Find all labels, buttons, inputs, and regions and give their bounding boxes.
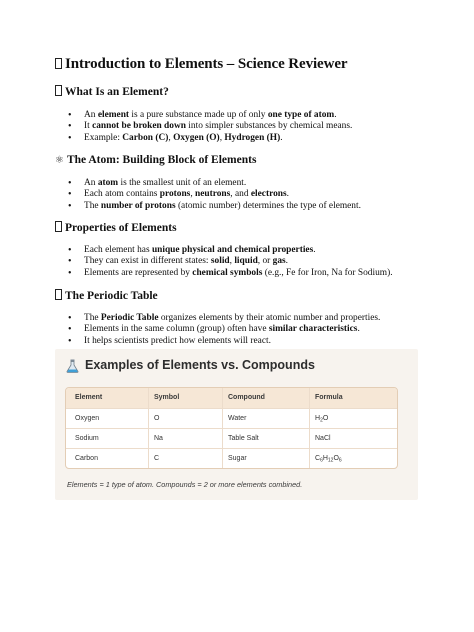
body-text: organizes elements by their atomic number and properties. [158,313,381,323]
formula-symbol: C [315,455,321,462]
card-footnote: Elements = 1 type of atom. Compounds = 2 or more elements combined. [67,480,303,489]
body-text: . [280,132,283,143]
list-item [68,189,361,200]
table-cell-symbol: Na [154,435,163,442]
page-title-text: Introduction to Elements – Science Reviewer [65,56,348,72]
body-text: It helps scientists predict how elements will react. [84,335,271,346]
bold-text: one type of atom [267,110,335,120]
bold-text: Hydrogen (H) [224,132,281,143]
body-text: . [286,189,289,200]
body-text: , [168,132,174,143]
section-heading-text: The Atom: Building Block of Elements [66,154,257,166]
bold-text: liquid [234,256,258,267]
table-cell-formula [315,449,342,469]
formula-symbol: NaCl [315,435,331,442]
column-divider [148,388,149,468]
missing-glyph-icon [55,289,62,300]
list-item [68,268,393,279]
bold-text: element [97,110,130,120]
column-header-compound: Compound [228,394,265,401]
bold-text: Carbon (C) [122,132,169,143]
body-text: , [190,189,196,200]
section-heading-text: What Is an Element? [65,86,169,98]
bold-text: chemical symbols [192,267,263,278]
body-text: Each element has [84,245,152,255]
bold-text: atom [97,178,119,188]
column-divider [222,388,223,468]
section-heading-properties [55,221,177,234]
section-heading-periodic [55,289,158,302]
formula-symbol: H [322,455,328,462]
bullet-list-element [68,110,352,144]
list-item [68,336,380,347]
list-item [68,201,361,212]
formula-symbol: H [315,415,321,422]
formula-symbol: O [322,415,329,422]
column-divider [309,388,310,468]
formula-subscript: 6 [338,457,342,464]
body-text: Each atom contains [84,189,160,200]
body-text: Elements are represented by [84,267,193,278]
list-item [68,178,361,189]
body-text: (e.g., Fe for Iron, Na for Sodium). [262,267,393,278]
formula-subscript: 6 [320,457,323,464]
body-text: , and [230,189,251,200]
bold-text: Oxygen (O) [173,132,220,143]
examples-table [65,387,398,469]
section-heading-element [55,85,169,98]
body-text: An [84,110,98,120]
bold-text: solid [210,256,230,267]
card-title: Examples of Elements vs. Compounds [85,358,315,372]
section-heading-text: The Periodic Table [65,290,158,302]
body-text: is the smallest unit of an element. [118,178,247,188]
column-header-formula: Formula [315,394,343,401]
bold-text: Periodic Table [100,313,159,323]
bullet-list-periodic [68,313,380,347]
bold-text: protons [159,189,191,200]
list-item [68,110,352,121]
missing-glyph-icon [55,221,62,232]
body-text: . [357,324,360,335]
bold-text: number of protons [100,200,176,211]
list-item [68,324,380,335]
elements-compounds-card [55,349,418,500]
body-text: , [219,132,225,143]
table-header-row [66,388,397,408]
flask-icon [66,359,79,373]
table-cell-element: Sodium [75,435,99,442]
body-text: . [285,256,289,267]
table-cell-formula [315,429,331,449]
table-cell-symbol: C [154,455,160,462]
body-text: . [334,110,337,120]
body-text: The [84,200,101,211]
bold-text: cannot be broken down [92,121,186,132]
body-text: Elements in the same column (group) often have [84,324,269,335]
body-text: It [84,121,93,132]
atom-icon: ⚛ [55,155,64,166]
body-text: is a pure substance made up of only [129,110,268,120]
table-row [66,428,397,449]
bullet-list-atom [68,178,361,212]
formula-symbol: O [333,455,339,462]
table-cell-formula [315,409,328,429]
table-cell-compound: Sugar [228,455,247,462]
formula-subscript: 2 [320,417,323,424]
list-item [68,313,380,324]
table-cell-compound: Table Salt [228,435,259,442]
body-text: An [84,178,98,188]
table-cell-element: Carbon [75,455,98,462]
missing-glyph-icon [55,85,62,96]
body-text: They can exist in different states: [84,256,211,267]
column-header-element: Element [75,394,103,401]
formula-subscript: 12 [327,457,334,464]
list-item [68,133,352,144]
list-item [68,121,352,132]
table-cell-element: Oxygen [75,415,100,422]
bold-text: unique physical and chemical properties [151,245,314,255]
page-title [55,56,347,73]
body-text: . [313,245,316,255]
table-cell-symbol: O [154,415,160,422]
table-cell-compound: Water [228,415,247,422]
list-item [68,256,393,267]
list-item [68,245,393,256]
body-text: , or [257,256,273,267]
table-row [66,408,397,429]
column-header-symbol: Symbol [154,394,180,401]
bold-text: electrons [250,189,287,200]
missing-glyph-icon [55,58,62,69]
section-heading-atom [55,154,256,166]
table-row [66,448,397,469]
body-text: , [229,256,235,267]
bold-text: similar characteristics [268,324,358,335]
section-heading-text: Properties of Elements [65,222,177,234]
bold-text: gas [272,256,286,267]
body-text: into simpler substances by chemical means. [185,121,353,132]
bullet-list-properties [68,245,393,279]
body-text: Example: [84,132,123,143]
body-text: The [84,313,101,323]
body-text: (atomic number) determines the type of element. [175,200,361,211]
bold-text: neutrons [195,189,231,200]
